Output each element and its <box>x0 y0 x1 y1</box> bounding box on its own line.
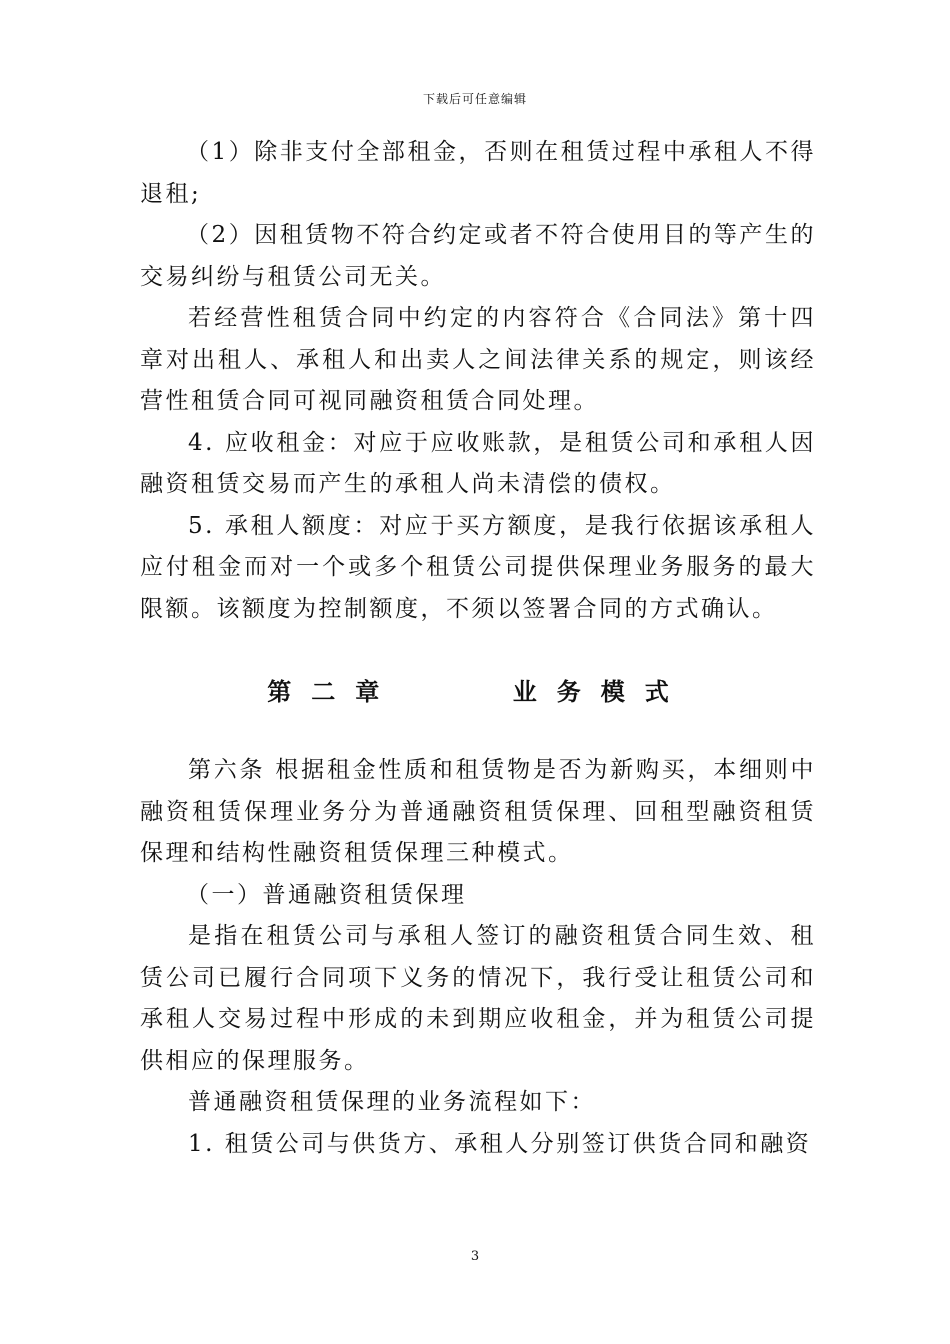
paragraph-process-step-1: 1. 租赁公司与供货方、承租人分别签订供货合同和融资 <box>188 1130 812 1157</box>
chapter-title: 第二章 业务模式 <box>267 677 689 706</box>
paragraph-process-intro: 普通融资租赁保理的业务流程如下： <box>188 1089 596 1115</box>
page-number: 3 <box>470 1249 480 1264</box>
paragraph-clause-1: （1）除非支付全部租金，否则在租赁过程中承租人不得退租; <box>140 139 816 207</box>
paragraph-lessee-limit: 5. 承租人额度：对应于买方额度，是我行依据该承租人应付租金而对一个或多个租赁公司提供保理业务服务的最大限额。该额度为控制额度，不须以签署合同的方式确认。 <box>140 512 816 622</box>
paragraph-ordinary-definition: 是指在租赁公司与承租人签订的融资租赁合同生效、租赁公司已履行合同项下义务的情况下，我行受让租赁公司和承租人交易过程中形成的未到期应收租金，并为租赁公司提供相应的保理服务。 <box>140 923 816 1074</box>
paragraph-receivable-rent: 4. 应收租金：对应于应收账款，是租赁公司和承租人因融资租赁交易而产生的承租人尚未清偿的债权。 <box>140 429 816 497</box>
paragraph-article-6: 第六条 根据租金性质和租赁物是否为新购买，本细则中融资租赁保理业务分为普通融资租赁保理、回租型融资租赁保理和结构性融资租赁保理三种模式。 <box>140 757 816 866</box>
paragraph-operating-lease: 若经营性租赁合同中约定的内容符合《合同法》第十四章对出租人、承租人和出卖人之间法律关系的规定，则该经营性租赁合同可视同融资租赁合同处理。 <box>140 305 816 414</box>
section-heading-ordinary-lease-factoring: （一）普通融资租赁保理 <box>186 881 467 908</box>
page-header: 下载后可任意编辑 <box>422 92 527 106</box>
document-body <box>140 132 816 1165</box>
paragraph-clause-2: （2）因租赁物不符合约定或者不符合使用目的等产生的交易纠纷与租赁公司无关。 <box>140 222 816 290</box>
